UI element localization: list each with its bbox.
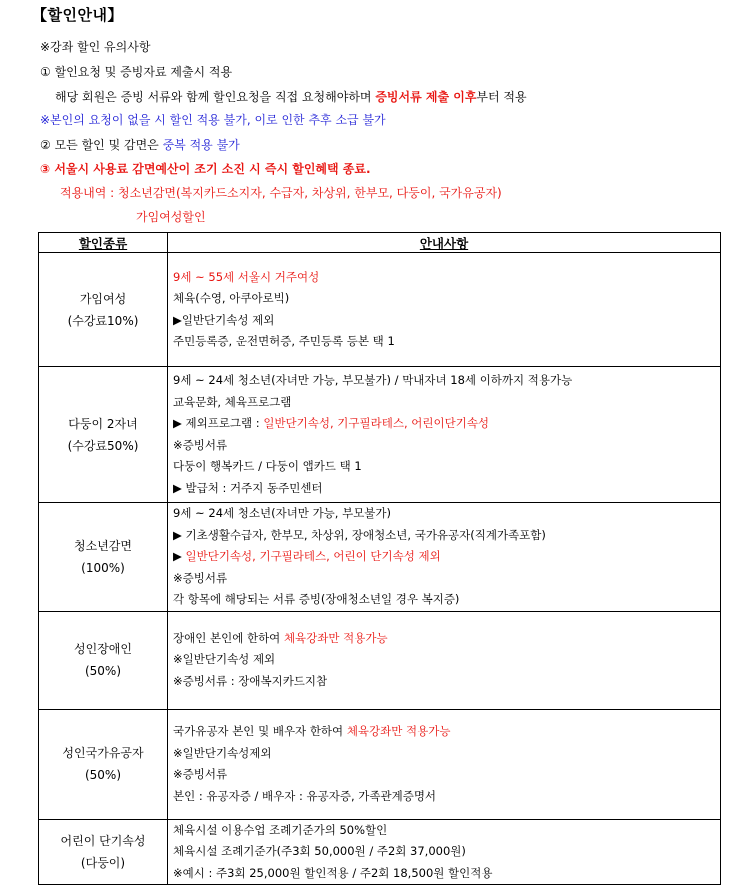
info-line <box>173 267 720 289</box>
info-line <box>173 743 720 765</box>
header-info: 안내사항 <box>168 233 721 253</box>
info-line <box>173 478 720 500</box>
info-line <box>173 413 720 435</box>
header-kind: 할인종류 <box>39 233 168 253</box>
notice-warning: ※본인의 요청이 없을 시 할인 적용 불가, 이로 인한 추후 소급 불가 <box>40 113 386 127</box>
info-line-text: ※증빙서류 <box>173 437 228 452</box>
info-line-text: 체육시설 조례기준가(주3회 50,000원 / 주2회 37,000원) <box>173 844 466 858</box>
notice-item-1-detail-highlight: 증빙서류 제출 이후 <box>375 90 477 104</box>
info-line-text: 각 항목에 해당되는 서류 증빙(장애청소년일 경우 복지증) <box>173 592 460 606</box>
info-line-text: 국가유공자 본인 및 배우자 한하여 <box>173 724 347 738</box>
info-line-highlight: 일반단기속성, 기구필라테스, 어린이 단기속성 제외 <box>185 549 441 563</box>
info-line-highlight: 일반단기속성, 기구필라테스, 어린이단기속성 <box>263 416 490 430</box>
discount-kind-cell <box>39 253 168 367</box>
info-line <box>173 288 720 310</box>
discount-info-cell <box>168 253 721 367</box>
info-line-text: ※증빙서류 : 장애복지카드지참 <box>173 673 328 688</box>
info-line-text: ※일반단기속성 제외 <box>173 652 276 667</box>
discount-info-cell <box>168 819 721 885</box>
info-line-text: 다둥이 행복카드 / 다둥이 앱카드 택 1 <box>173 459 362 473</box>
discount-kind-text: 성인국가유공자 <box>62 746 144 760</box>
discount-kind-cell <box>39 819 168 885</box>
discount-table <box>38 232 721 885</box>
info-line-text: ※일반단기속성제외 <box>173 745 272 760</box>
info-line <box>173 841 720 863</box>
discount-kind-text: 가임여성 <box>79 291 127 306</box>
info-line <box>173 435 720 457</box>
discount-kind-cell <box>39 367 168 503</box>
info-line <box>173 370 720 392</box>
info-line-text: ▶일반단기속성 제외 <box>173 312 275 327</box>
info-line-text: ※증빙서류 <box>173 767 228 781</box>
info-line-highlight: 체육강좌만 적용가능 <box>346 724 451 738</box>
info-line-text: 본인 : 유공자증 / 배우자 : 유공자증, 가족관계증명서 <box>173 788 437 803</box>
info-line-text: ▶ 제외프로그램 : <box>173 416 264 430</box>
info-line-text: ▶ 기초생활수급자, 한부모, 차상위, 장애청소년, 국가유공자(직계가족포함) <box>173 527 546 542</box>
info-line-text: 교육문화, 체육프로그램 <box>173 394 292 409</box>
info-line-text: 장애인 본인에 한하여 <box>173 630 284 645</box>
info-line-text: 9세 ~ 24세 청소년(자녀만 가능, 부모불가) <box>173 506 392 520</box>
discount-info-cell <box>168 611 721 709</box>
table-header-row <box>39 233 721 253</box>
info-line <box>173 649 720 671</box>
discount-info-cell <box>168 367 721 503</box>
notice-apply-line-2: 가임여성할인 <box>136 210 206 224</box>
info-line <box>173 820 720 842</box>
info-line <box>173 525 720 547</box>
info-line <box>173 628 720 650</box>
notice-item-1-detail <box>55 88 527 105</box>
info-line <box>173 546 720 568</box>
info-line <box>173 456 720 478</box>
notice-item-2-text: ② 모든 할인 및 감면은 <box>40 138 163 152</box>
table-row <box>39 709 721 819</box>
notice-item-1-detail-end: 부터 적용 <box>476 90 527 104</box>
info-line-text: 체육(수영, 아쿠아로빅) <box>173 291 290 305</box>
info-line-text: 9세 ~ 55세 서울시 거주여성 <box>173 269 320 284</box>
info-line-text: 9세 ~ 24세 청소년(자녀만 가능, 부모불가) / 막내자녀 18세 이하까지 적용가능 <box>173 373 573 387</box>
notice-item-1-detail-start: 해당 회원은 증빙 서류와 함께 할인요청을 직접 요청해야하며 <box>55 90 376 104</box>
discount-kind-text: (수강료10%) <box>67 313 139 328</box>
info-line-highlight: 체육강좌만 적용가능 <box>283 630 388 645</box>
info-line <box>173 331 720 353</box>
info-line-text: ▶ <box>173 549 186 563</box>
discount-info-cell <box>168 503 721 612</box>
discount-info-cell <box>168 709 721 819</box>
discount-kind-text: 어린이 단기속성 <box>60 833 146 848</box>
notice-item-1: ① 할인요청 및 증빙자료 제출시 적용 <box>40 65 233 79</box>
discount-kind-cell <box>39 611 168 709</box>
info-line <box>173 310 720 332</box>
notice-apply-line-1: 적용내역 : 청소년감면(복지카드소지자, 수급자, 차상위, 한부모, 다둥이, 국가유공자) <box>60 186 502 200</box>
info-line <box>173 764 720 786</box>
table-row <box>39 253 721 367</box>
discount-kind-text: 청소년감면 <box>74 538 132 553</box>
info-line <box>173 721 720 743</box>
discount-kind-text: (100%) <box>81 560 125 575</box>
notice-item-2-highlight: 중복 적용 불가 <box>162 138 240 152</box>
notice-item-2 <box>40 136 240 153</box>
info-line <box>173 786 720 808</box>
discount-kind-cell <box>39 503 168 612</box>
page-title: 【할인안내】 <box>32 6 123 24</box>
info-line <box>173 589 720 611</box>
discount-kind-text: (50%) <box>84 768 122 782</box>
notice-heading: ※강좌 할인 유의사항 <box>40 40 151 54</box>
info-line <box>173 568 720 590</box>
table-row <box>39 503 721 612</box>
discount-kind-text: 성인장애인 <box>74 642 132 656</box>
table-row <box>39 367 721 503</box>
table-row <box>39 611 721 709</box>
discount-kind-text: (다둥이) <box>80 855 126 870</box>
info-line-text: ※예시 : 주3회 25,000원 할인적용 / 주2회 18,500원 할인적용 <box>173 865 493 880</box>
info-line <box>173 392 720 414</box>
info-line-text: ※증빙서류 <box>173 570 228 585</box>
info-line <box>173 671 720 693</box>
info-line <box>173 863 720 885</box>
info-line <box>173 503 720 525</box>
info-line-text: ▶ 발급처 : 거주지 동주민센터 <box>173 480 323 495</box>
discount-kind-cell <box>39 709 168 819</box>
info-line-text: 주민등록증, 운전면허증, 주민등록 등본 택 1 <box>173 334 395 348</box>
discount-kind-text: (수강료50%) <box>67 438 139 453</box>
info-line-text: 체육시설 이용수업 조례기준가의 50%할인 <box>173 822 388 837</box>
table-row <box>39 819 721 885</box>
notice-item-3: ③ 서울시 사용료 감면예산이 조기 소진 시 즉시 할인혜택 종료. <box>40 162 371 176</box>
discount-kind-text: 다둥이 2자녀 <box>68 416 138 431</box>
discount-kind-text: (50%) <box>84 664 122 678</box>
